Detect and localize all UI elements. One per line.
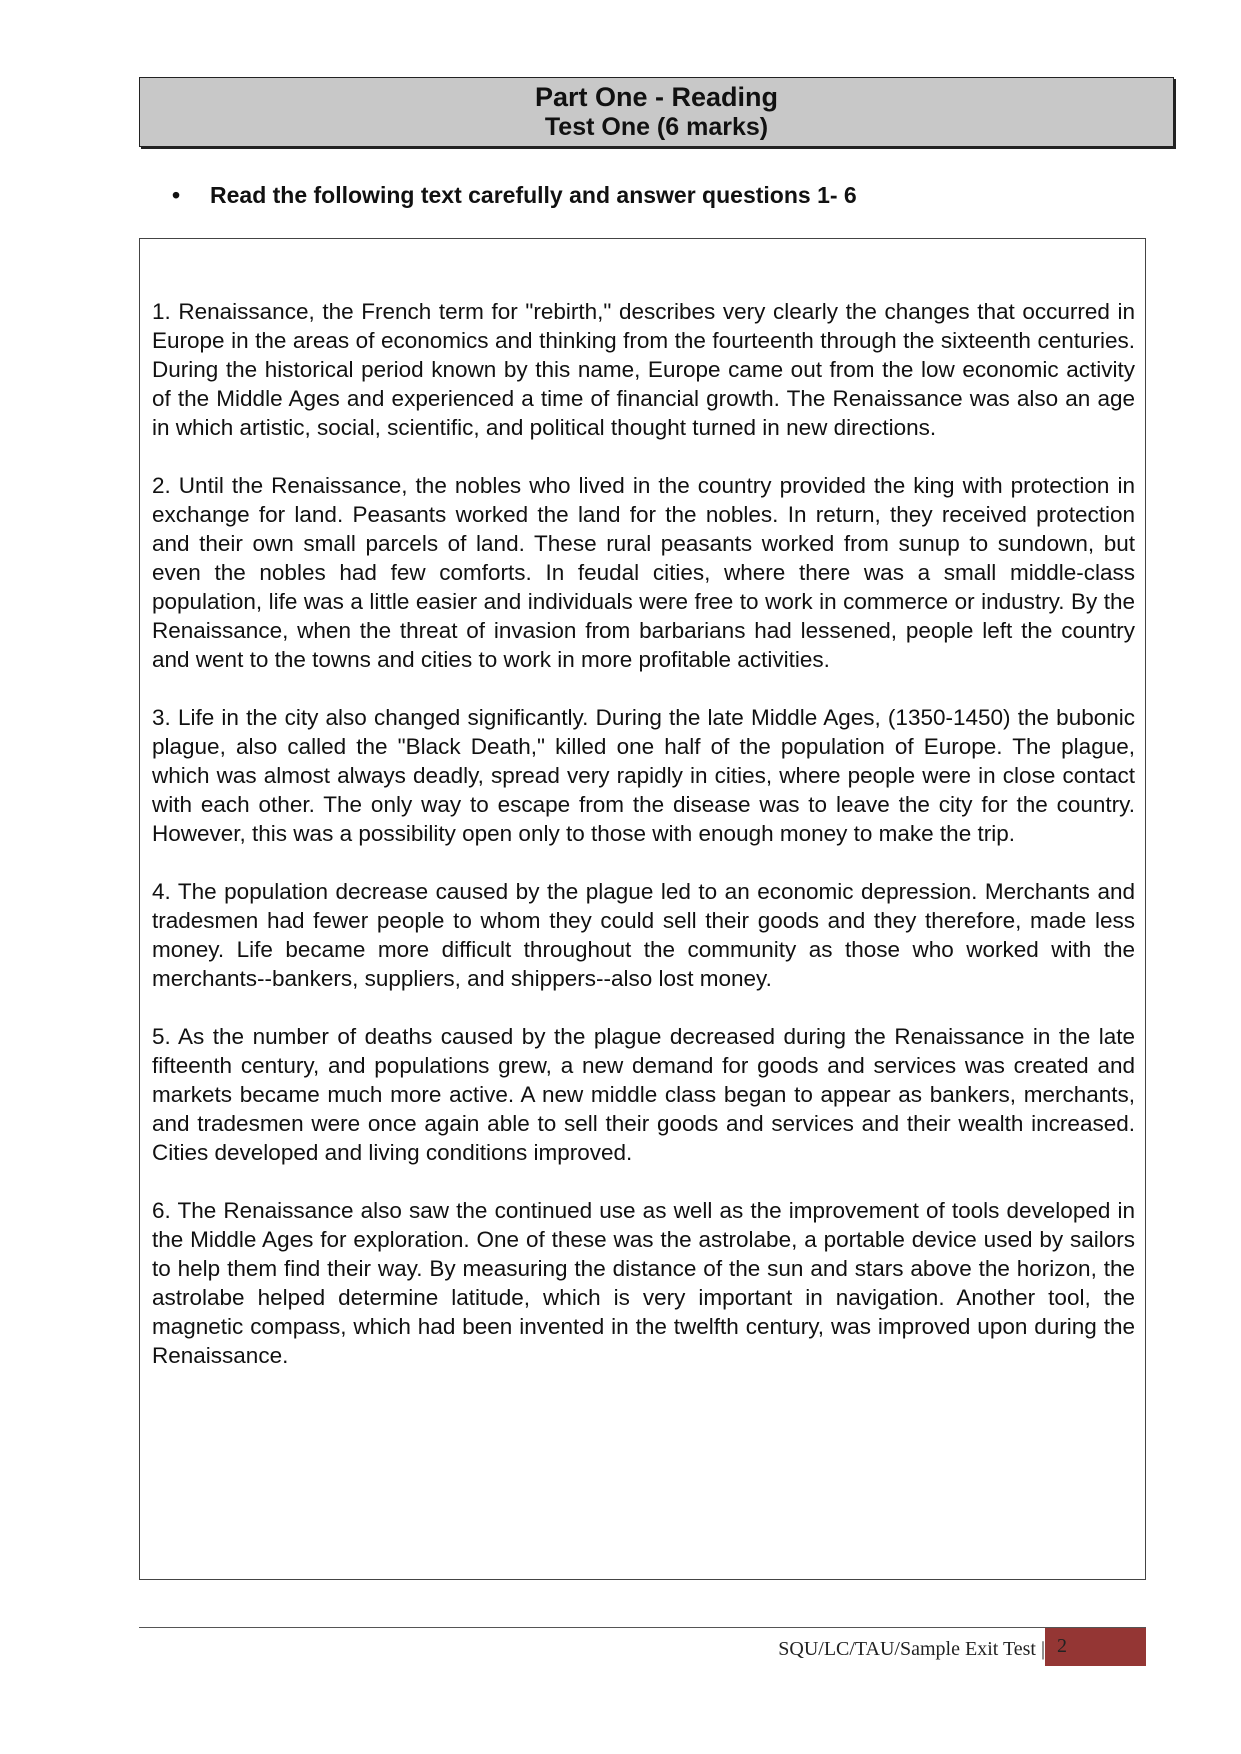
section-header xyxy=(139,77,1174,147)
instruction-text: Read the following text carefully and answer questions 1- 6 xyxy=(210,182,857,208)
paragraph-2: 2. Until the Renaissance, the nobles who lived in the country provided the king with protection in exchange for land. Peasants worked the land for the nobles. In return, they received protection and their own small parcels of land. These rural peasants worked from sunup to sundown, but even the nobles had few comforts. In feudal cities, where there was a small middle-class population, life was a little easier and individuals were free to work in commerce or industry. By the Renaissance, when the threat of invasion from barbarians had lessened, people left the country and went to the towns and cities to work in more profitable activities. xyxy=(152,473,1135,672)
paragraph-1: 1. Renaissance, the French term for "rebirth," describes very clearly the changes that occurred in Europe in the areas of economics and thinking from the fourteenth through the sixteenth centuries. During the historical period known by this name, Europe came out from the low economic activity of the Middle Ages and experienced a time of financial growth. The Renaissance was also an age in which artistic, social, scientific, and political thought turned in new directions. xyxy=(152,299,1135,440)
reading-passage xyxy=(139,238,1146,1580)
instruction xyxy=(172,180,857,210)
paragraph-3: 3. Life in the city also changed significantly. During the late Middle Ages, (1350-1450) the bubonic plague, also called the "Black Death," killed one half of the population of Europe. The plague, which was almost always deadly, spread very rapidly in cities, where people were in close contact with each other. The only way to escape from the disease was to leave the city for the country. However, this was a possibility open only to those with enough money to make the trip. xyxy=(152,705,1135,846)
paragraph-5: 5. As the number of deaths caused by the plague decreased during the Renaissance in the late fifteenth century, and populations grew, a new demand for goods and services was created and markets became much more active. A new middle class began to appear as bankers, merchants, and tradesmen were once again able to sell their goods and services and their wealth increased. Cities developed and living conditions improved. xyxy=(152,1024,1135,1165)
section-subtitle: Test One (6 marks) xyxy=(544,113,769,141)
bullet-icon: • xyxy=(172,182,181,208)
paragraph-6: 6. The Renaissance also saw the continued use as well as the improvement of tools developed in the Middle Ages for exploration. One of these was the astrolabe, a portable device used by sailors to help them find their way. By measuring the distance of the sun and stars above the horizon, the astrolabe helped determine latitude, which is very important in navigation. Another tool, the magnetic compass, which had been invented in the twelfth century, was improved upon during the Renaissance. xyxy=(152,1198,1135,1368)
footer-divider xyxy=(139,1627,1146,1628)
paragraph-4: 4. The population decrease caused by the plague led to an economic depression. Merchants and tradesmen had fewer people to whom they could sell their goods and they therefore, made less money. Life became more difficult throughout the community as those who worked with the merchants--bankers, suppliers, and shippers--also lost money. xyxy=(152,879,1135,991)
page-number: 2 xyxy=(1045,1628,1146,1666)
section-title: Part One - Reading xyxy=(534,82,779,112)
footer-label: SQU/LC/TAU/Sample Exit Test | xyxy=(778,1638,1045,1660)
